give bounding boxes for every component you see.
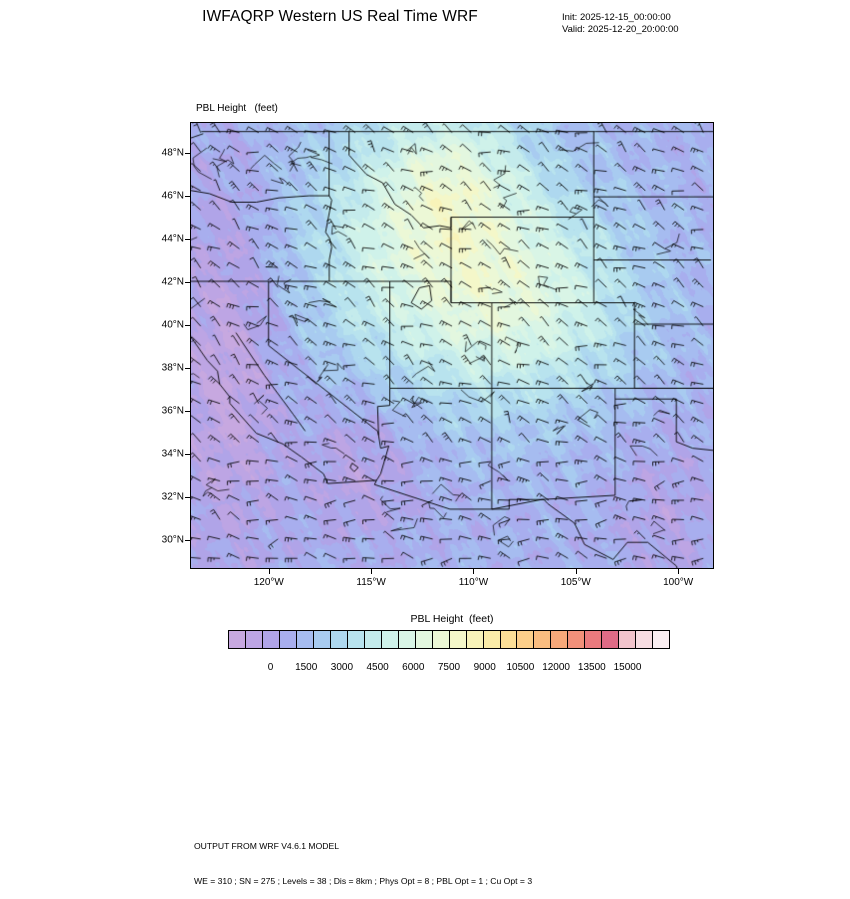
lat-tick-label: 44°N [161,233,184,245]
colorbar-swatch [568,631,585,648]
model-output-footer [194,818,532,899]
lon-tick-mark [678,568,679,574]
colorbar-swatch [246,631,263,648]
lat-tick-label: 30°N [161,534,184,546]
colorbar-swatch [501,631,518,648]
colorbar-swatch [348,631,365,648]
lat-tick-mark [185,196,191,197]
init-time-label: Init: 2025-12-15_00:00:00 [562,12,671,23]
lon-tick-label: 105°W [560,577,591,588]
colorbar-swatch [297,631,314,648]
lon-tick-label: 115°W [356,577,386,588]
lat-tick-mark [185,454,191,455]
pbl-height-label: PBL Height (feet) [196,103,278,114]
lat-tick-mark [185,153,191,154]
lat-tick-label: 34°N [161,448,184,460]
colorbar-tick-label: 6000 [402,662,425,673]
lat-tick-mark [185,411,191,412]
lat-tick-label: 38°N [161,362,184,374]
lat-tick-label: 46°N [161,190,184,202]
colorbar-swatch [365,631,382,648]
colorbar-swatch [382,631,399,648]
colorbar-title: PBL Height (feet) [410,613,494,625]
colorbar-swatch [263,631,280,648]
colorbar-tick-label: 4500 [366,662,389,673]
lat-tick-mark [185,540,191,541]
lat-tick-label: 36°N [161,405,184,417]
lat-tick-mark [185,239,191,240]
colorbar-swatch [517,631,534,648]
colorbar-swatch [602,631,619,648]
lat-tick-mark [185,368,191,369]
lon-tick-label: 120°W [253,577,284,588]
colorbar-tick-label: 12000 [542,662,570,673]
colorbar-swatch [399,631,416,648]
colorbar-tick-label: 10500 [506,662,535,673]
map-plot-area [161,122,714,588]
colorbar-tick-labels [228,662,670,676]
lon-tick-mark [269,568,270,574]
valid-time-label: Valid: 2025-12-20_20:00:00 [562,24,679,35]
colorbar-tick-label: 0 [267,662,274,673]
page-title: IWFAQRP Western US Real Time WRF [202,8,478,25]
lat-tick-mark [185,282,191,283]
lat-tick-label: 42°N [161,276,184,288]
colorbar-swatch [433,631,450,648]
lon-tick-label: 110°W [458,577,489,588]
colorbar-swatch [551,631,568,648]
colorbar-tick-label: 7500 [437,662,461,673]
colorbar-swatch [534,631,551,648]
lon-tick-mark [576,568,577,574]
footer-line-2: WE = 310 ; SN = 275 ; Levels = 38 ; Dis = 8km ; Phys Opt = 8 ; PBL Opt = 1 ; Cu Opt = 3 [194,875,533,886]
lon-tick-mark [371,568,372,574]
colorbar-swatch [619,631,636,648]
init-valid-block [562,12,679,36]
colorbar-swatch [280,631,297,648]
colorbar-tick-label: 3000 [330,662,354,673]
lat-tick-label: 32°N [161,491,184,503]
footer-line-1: OUTPUT FROM WRF V4.6.1 MODEL [194,841,339,851]
colorbar-swatch [467,631,484,648]
colorbar-swatch [229,631,246,648]
colorbar-tick-label: 1500 [295,662,318,673]
colorbar-tick-label: 9000 [473,662,496,673]
colorbar-tick-label: 15000 [613,662,642,673]
colorbar-swatch [314,631,331,648]
lat-tick-mark [185,325,191,326]
colorbar-swatch [331,631,348,648]
lon-tick-label: 100°W [663,577,694,588]
lon-tick-mark [473,568,474,574]
colorbar [228,630,670,649]
colorbar-swatch [450,631,467,648]
transport-wind-barbs-overlay [191,123,713,568]
lat-tick-mark [185,497,191,498]
colorbar-swatch [636,631,653,648]
colorbar-swatch [653,631,669,648]
colorbar-swatch [484,631,501,648]
lat-tick-label: 40°N [161,319,184,331]
colorbar-swatch [585,631,602,648]
colorbar-swatch [416,631,433,648]
colorbar-tick-label: 13500 [577,662,606,673]
lat-tick-label: 48°N [161,147,184,159]
